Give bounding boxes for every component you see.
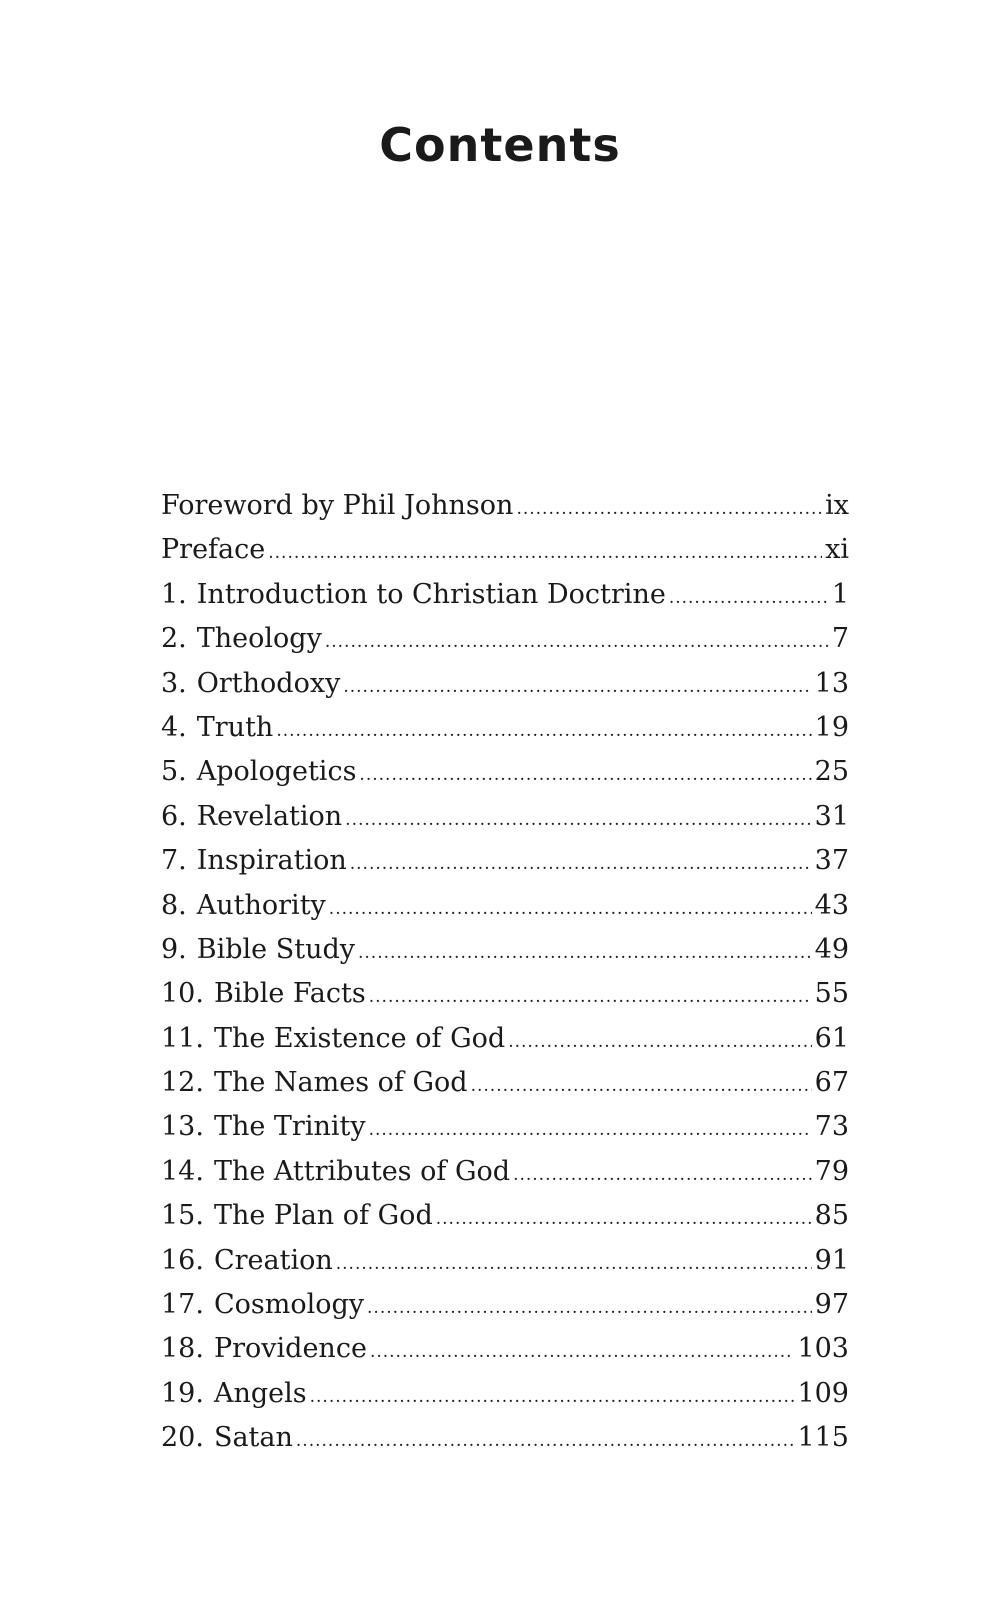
toc-entry-title: Bible Facts [213, 978, 366, 1010]
toc-entry-page-number: 91 [814, 1244, 849, 1276]
toc-entry-number: 12. [161, 1067, 204, 1099]
dot-leader [513, 1165, 812, 1185]
toc-entry-page-number: 67 [814, 1067, 849, 1099]
toc-entry-number: 16. [161, 1244, 204, 1276]
toc-entry-title: Cosmology [213, 1289, 365, 1321]
toc-entry-title: The Plan of God [213, 1200, 433, 1232]
toc-entry-title: Providence [213, 1333, 367, 1365]
dot-leader [276, 721, 811, 741]
toc-entry-page-number: ix [825, 490, 849, 521]
toc-entry-title: The Attributes of God [213, 1155, 511, 1187]
dot-leader [310, 1387, 795, 1407]
dot-leader [369, 1120, 812, 1140]
dot-leader [370, 1342, 795, 1362]
toc-entry [161, 845, 849, 889]
dot-leader [350, 854, 812, 874]
dot-leader [359, 765, 811, 785]
toc-entry-number: 7. [161, 845, 187, 877]
dot-leader [296, 1431, 795, 1451]
toc-entry-page-number: 25 [814, 756, 849, 788]
toc-entry [161, 1245, 849, 1289]
dot-leader [336, 1254, 812, 1274]
toc-entry-number: 3. [161, 667, 187, 699]
toc-entry-title: Theology [196, 623, 322, 655]
toc-entry [161, 1200, 849, 1244]
page-title: Contents [379, 118, 621, 172]
toc-entry-page-number: 49 [814, 933, 849, 965]
toc-entry-number: 14. [161, 1155, 204, 1187]
toc-entry-title: Preface [161, 534, 266, 566]
dot-leader [516, 499, 822, 519]
dot-leader [436, 1209, 812, 1229]
dot-leader [268, 543, 822, 563]
toc-entry [161, 534, 849, 578]
toc-entry-page-number: 31 [814, 800, 849, 832]
toc-entry-title: The Existence of God [213, 1022, 506, 1054]
toc-entry-number: 6. [161, 800, 187, 832]
toc-entry-title: Bible Study [196, 933, 355, 965]
toc-entry [161, 1422, 849, 1466]
dot-leader [329, 899, 812, 919]
toc-entry-title: Orthodoxy [196, 667, 341, 699]
toc-entry-page-number: 43 [814, 889, 849, 921]
toc-entry [161, 801, 849, 845]
toc-entry-number: 2. [161, 623, 187, 655]
toc-entry-page-number: 73 [814, 1111, 849, 1143]
dot-leader [358, 943, 812, 963]
dot-leader [367, 1298, 812, 1318]
dot-leader [343, 677, 811, 697]
toc-entry [161, 712, 849, 756]
dot-leader [471, 1076, 812, 1096]
toc-entry-title: Inspiration [196, 845, 347, 877]
toc-entry [161, 490, 849, 534]
toc-entry [161, 1111, 849, 1155]
toc-entry-title: Angels [213, 1377, 307, 1409]
toc-entry-number: 19. [161, 1377, 204, 1409]
toc-entry-number: 15. [161, 1200, 204, 1232]
toc-entry-number: 17. [161, 1289, 204, 1321]
toc-entry [161, 668, 849, 712]
toc-entry-page-number: 55 [814, 978, 849, 1010]
toc-entry-title: Revelation [196, 800, 343, 832]
toc-entry [161, 579, 849, 623]
toc-entry-title: Satan [213, 1422, 293, 1454]
toc-entry-page-number: 61 [814, 1022, 849, 1054]
dot-leader [369, 987, 812, 1007]
toc-entry [161, 1156, 849, 1200]
toc-entry-page-number: 1 [831, 578, 849, 610]
toc-entry-title: The Trinity [213, 1111, 366, 1143]
toc-entry [161, 890, 849, 934]
toc-entry [161, 978, 849, 1022]
toc-entry [161, 1289, 849, 1333]
toc-entry-page-number: 103 [797, 1333, 849, 1365]
toc-entry-page-number: xi [825, 534, 849, 566]
toc-entry-title: The Names of God [213, 1067, 468, 1099]
toc-entry-title: Foreword by Phil Johnson [161, 490, 514, 521]
toc-entry-title: Truth [196, 711, 274, 743]
table-of-contents [161, 490, 849, 1467]
toc-entry [161, 1333, 849, 1377]
dot-leader [669, 588, 829, 608]
toc-entry [161, 1067, 849, 1111]
toc-entry-page-number: 19 [814, 711, 849, 743]
toc-entry-number: 11. [161, 1022, 204, 1054]
toc-entry-number: 18. [161, 1333, 204, 1365]
toc-entry-title: Authority [196, 889, 326, 921]
toc-entry-page-number: 13 [814, 667, 849, 699]
toc-entry [161, 934, 849, 978]
toc-entry-page-number: 79 [814, 1155, 849, 1187]
toc-entry-page-number: 7 [831, 623, 849, 655]
toc-entry-title: Introduction to Christian Doctrine [196, 578, 666, 610]
toc-entry-number: 8. [161, 889, 187, 921]
toc-entry-number: 9. [161, 933, 187, 965]
toc-entry [161, 623, 849, 667]
toc-entry [161, 1378, 849, 1422]
toc-entry-number: 13. [161, 1111, 204, 1143]
toc-entry-number: 1. [161, 578, 187, 610]
toc-entry-page-number: 37 [814, 845, 849, 877]
toc-entry-number: 10. [161, 978, 204, 1010]
dot-leader [325, 632, 829, 652]
toc-entry-number: 20. [161, 1422, 204, 1454]
toc-entry [161, 1023, 849, 1067]
toc-entry-page-number: 109 [797, 1377, 849, 1409]
dot-leader [345, 810, 811, 830]
toc-entry-page-number: 115 [797, 1422, 849, 1454]
toc-entry-page-number: 85 [814, 1200, 849, 1232]
toc-entry-number: 5. [161, 756, 187, 788]
dot-leader [508, 1032, 811, 1052]
toc-entry-page-number: 97 [814, 1289, 849, 1321]
toc-entry-number: 4. [161, 711, 187, 743]
toc-entry-title: Creation [213, 1244, 333, 1276]
toc-entry-title: Apologetics [196, 756, 357, 788]
toc-entry [161, 756, 849, 800]
